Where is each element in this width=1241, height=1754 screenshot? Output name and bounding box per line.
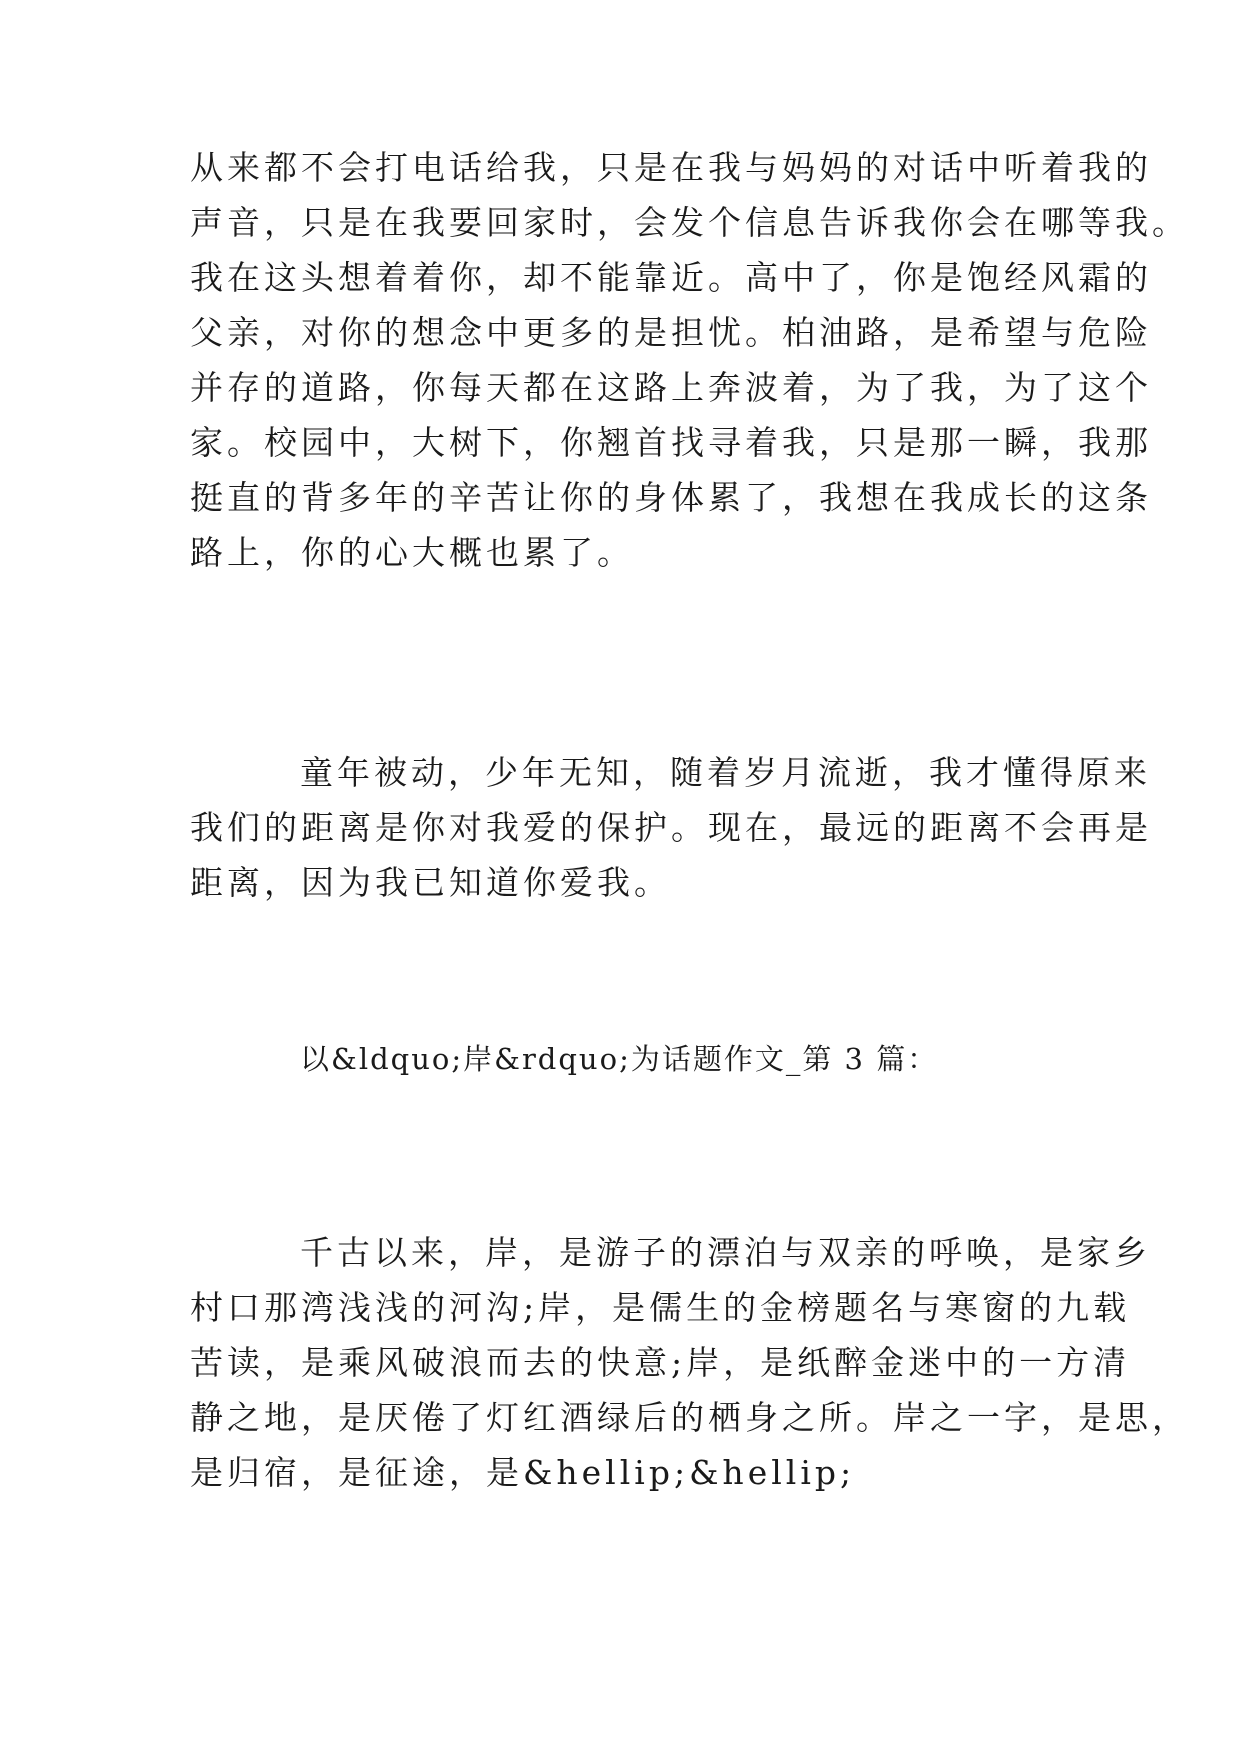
section-heading: 以&ldquo;岸&rdquo;为话题作文_第 3 篇：	[300, 1042, 939, 1076]
paragraph-line: 千古以来，岸，是游子的漂泊与双亲的呼唤，是家乡	[300, 1233, 1151, 1272]
paragraph-line: 距离，因为我已知道你爱我。	[190, 863, 671, 902]
paragraph-line: 童年被动，少年无知，随着岁月流逝，我才懂得原来	[300, 753, 1151, 792]
paragraph-line: 并存的道路，你每天都在这路上奔波着，为了我，为了这个	[190, 368, 1152, 407]
paragraph-line: 是归宿，是征途，是&hellip;&hellip;	[190, 1453, 856, 1492]
paragraph-line: 村口那湾浅浅的河沟;岸，是儒生的金榜题名与寒窗的九载	[190, 1288, 1131, 1327]
paragraph-line: 父亲，对你的想念中更多的是担忧。柏油路，是希望与危险	[190, 313, 1152, 352]
paragraph-line: 从来都不会打电话给我，只是在我与妈妈的对话中听着我的	[190, 148, 1152, 187]
paragraph-line: 挺直的背多年的辛苦让你的身体累了，我想在我成长的这条	[190, 478, 1152, 517]
paragraph-line: 我在这头想着着你，却不能靠近。高中了，你是饱经风霜的	[190, 258, 1152, 297]
paragraph-line: 声音，只是在我要回家时，会发个信息告诉我你会在哪等我。	[190, 203, 1189, 242]
paragraph-line: 我们的距离是你对我爱的保护。现在，最远的距离不会再是	[190, 808, 1152, 847]
paragraph-line: 静之地，是厌倦了灯红酒绿后的栖身之所。岸之一字，是思，	[190, 1398, 1189, 1437]
paragraph-line: 路上，你的心大概也累了。	[190, 533, 634, 572]
paragraph-line: 苦读，是乘风破浪而去的快意;岸，是纸醉金迷中的一方清	[190, 1343, 1131, 1382]
paragraph-line: 家。校园中，大树下，你翘首找寻着我，只是那一瞬，我那	[190, 423, 1152, 462]
